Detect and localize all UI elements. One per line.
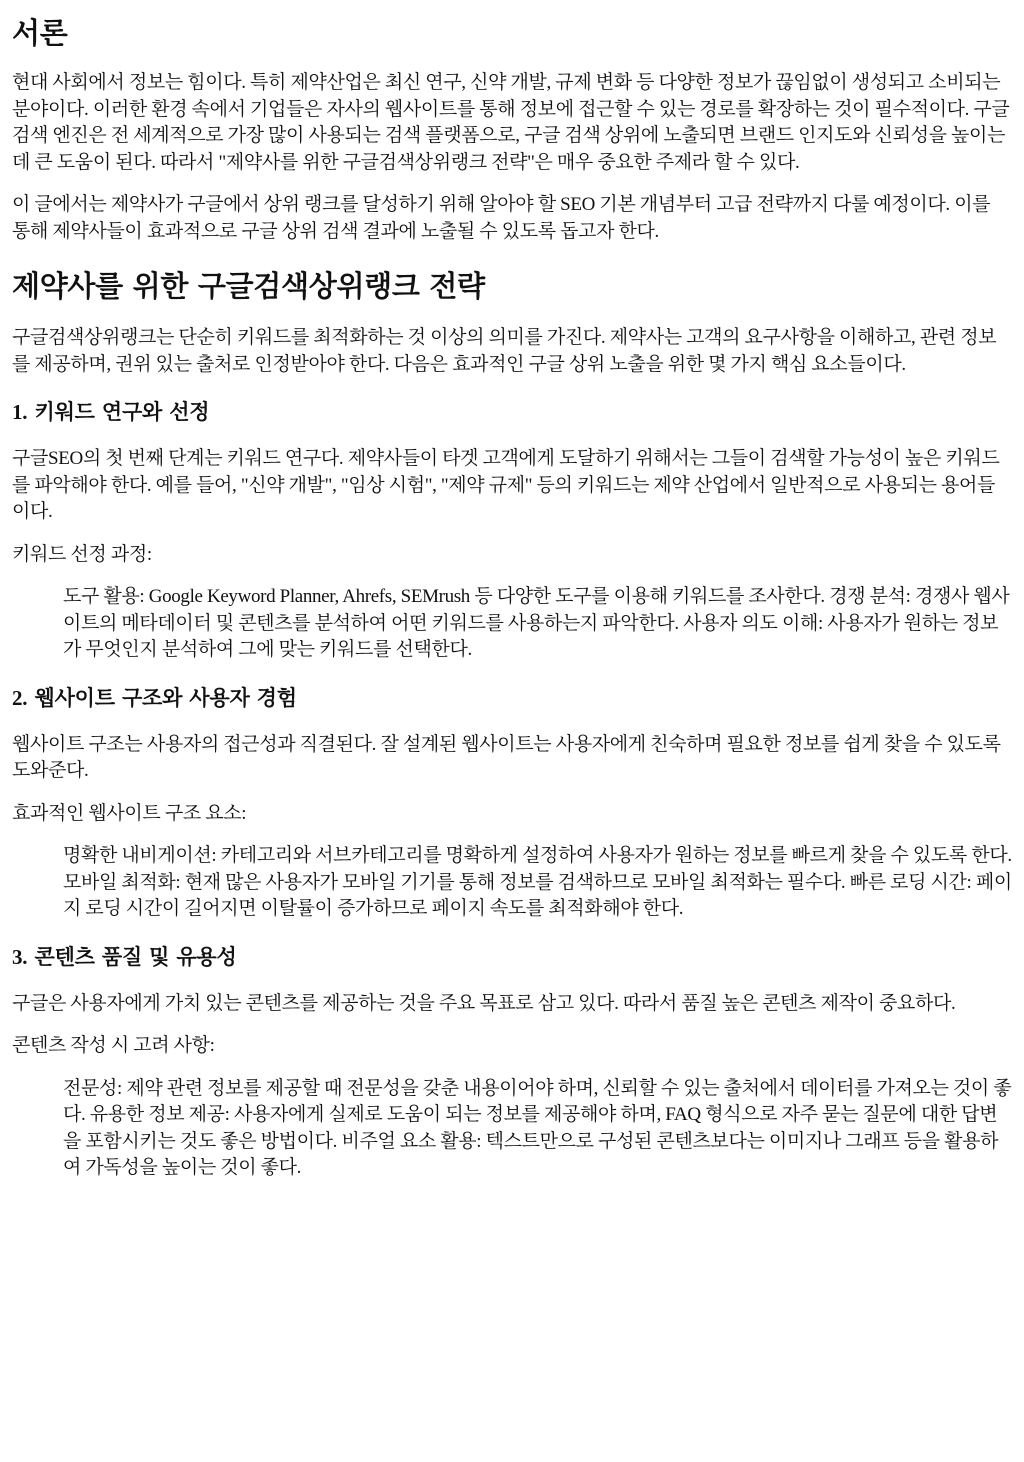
section-2-list-label: 효과적인 웹사이트 구조 요소:: [12, 802, 247, 824]
intro-paragraph-2: 이 글에서는 제약사가 구글에서 상위 랭크를 달성하기 위해 알아야 할 SEO 기본 개념부터 고급 전략까지 다룰 예정이다. 이를 통해 제약사들이 효과적으로 구글 상위 검색 결과에 노출될 수 있도록 돕고자 한다.: [12, 194, 991, 242]
section-3-quote-text: 전문성: 제약 관련 정보를 제공할 때 전문성을 갖춘 내용이어야 하며, 신뢰할 수 있는 출처에서 데이터를 가져오는 것이 좋다. 유용한 정보 제공: 사용자에게 실제로 도움이 되는 정보를 제공해야 하며, FAQ 형식으로 자주 묻는 질문에 대한 답변을 포함시키는 것도 좋은 방법이다. 비주얼 요소 활용: 텍스트만으로 구성된 콘텐츠보다는 이미지나 그래프 등을 활용하여 가독성을 높이는 것이 좋다.: [63, 1077, 1012, 1178]
section-2-body: 웹사이트 구조는 사용자의 접근성과 직결된다. 잘 설계된 웹사이트는 사용자에게 친숙하며 필요한 정보를 쉽게 찾을 수 있도록 도와준다.: [12, 733, 1001, 781]
section-3-number: 3.: [12, 944, 28, 969]
section-2-quote-text: 명확한 내비게이션: 카테고리와 서브카테고리를 명확하게 설정하여 사용자가 원하는 정보를 빠르게 찾을 수 있도록 한다. 모바일 최적화: 현재 많은 사용자가 모바일 기기를 통해 정보를 검색하므로 모바일 최적화는 필수다. 빠른 로딩 시간: 페이지 로딩 시간이 길어지면 이탈률이 증가하므로 페이지 속도를 최적화해야 한다.: [63, 845, 1012, 919]
section-1-title: 키워드 연구와 선정: [34, 400, 210, 424]
intro-heading: 서론: [12, 16, 68, 50]
section-2-blockquote: [63, 843, 1012, 923]
section-1-quote-text: 도구 활용: Google Keyword Planner, Ahrefs, SEMrush 등 다양한 도구를 이용해 키워드를 조사한다. 경쟁 분석: 경쟁사 웹사이트의 메타데이터 및 콘텐츠를 분석하여 어떤 키워드를 사용하는지 파악한다. 사용자 의도 이해: 사용자가 원하는 정보가 무엇인지 분석하여 그에 맞는 키워드를 선택한다.: [63, 586, 1010, 660]
section-2-title: 웹사이트 구조와 사용자 경험: [34, 685, 297, 710]
section-1-heading: [12, 398, 1012, 426]
section-2-number: 2.: [12, 685, 28, 710]
section-1-list-label: 키워드 선정 과정:: [12, 543, 152, 565]
section-1-blockquote: [63, 584, 1012, 664]
article: [0, 14, 1024, 1182]
section-1-body: 구글SEO의 첫 번째 단계는 키워드 연구다. 제약사들이 타겟 고객에게 도달하기 위해서는 그들이 검색할 가능성이 높은 키워드를 파악해야 한다. 예를 들어, "신약 개발", "임상 시험", "제약 규제" 등의 키워드는 제약 산업에서 일반적으로 사용되는 용어들이다.: [12, 448, 1000, 522]
section-3-title: 콘텐츠 품질 및 유용성: [34, 944, 237, 969]
intro-paragraph-1: 현대 사회에서 정보는 힘이다. 특히 제약산업은 최신 연구, 신약 개발, 규제 변화 등 다양한 정보가 끊임없이 생성되고 소비되는 분야이다. 이러한 환경 속에서 기업들은 자사의 웹사이트를 통해 정보에 접근할 수 있는 경로를 확장하는 것이 필수적이다. 구글 검색 엔진은 전 세계적으로 가장 많이 사용되는 검색 플랫폼으로, 구글 검색 상위에 노출되면 브랜드 인지도와 신뢰성을 높이는 데 큰 도움이 된다. 따라서 "제약사를 위한 구글검색상위랭크 전략"은 매우 중요한 주제라 할 수 있다.: [12, 72, 1010, 173]
strategy-heading: 제약사를 위한 구글검색상위랭크 전략: [12, 269, 485, 303]
section-3-body: 구글은 사용자에게 가치 있는 콘텐츠를 제공하는 것을 주요 목표로 삼고 있다. 따라서 품질 높은 콘텐츠 제작이 중요하다.: [12, 992, 956, 1014]
section-1-number: 1.: [12, 400, 28, 424]
section-3-blockquote: [63, 1076, 1012, 1182]
strategy-intro-paragraph: 구글검색상위랭크는 단순히 키워드를 최적화하는 것 이상의 의미를 가진다. 제약사는 고객의 요구사항을 이해하고, 관련 정보를 제공하며, 권위 있는 출처로 인정받아야 한다. 다음은 효과적인 구글 상위 노출을 위한 몇 가지 핵심 요소들이다.: [12, 327, 997, 375]
section-3-heading: [12, 943, 1012, 971]
section-2-heading: [12, 684, 1012, 712]
section-3-list-label: 콘텐츠 작성 시 고려 사항:: [12, 1035, 215, 1056]
